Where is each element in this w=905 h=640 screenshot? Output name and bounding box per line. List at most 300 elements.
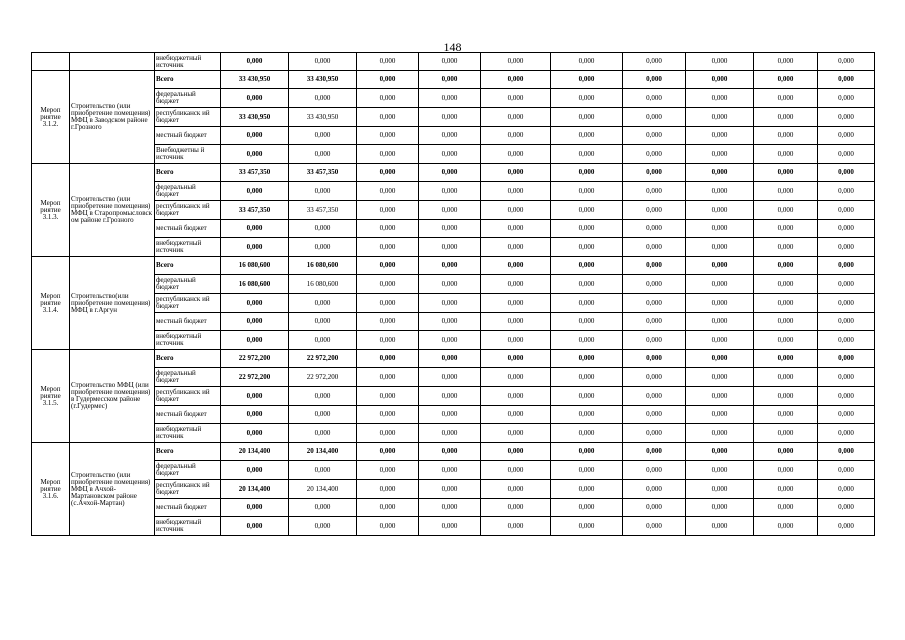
value-cell: 0,000: [754, 257, 818, 275]
value-cell: 0,000: [289, 294, 357, 313]
value-cell: 0,000: [623, 201, 686, 220]
value-cell: 0,000: [481, 53, 551, 71]
name-cell: [70, 53, 155, 71]
value-cell: 0,000: [623, 387, 686, 406]
value-cell: 0,000: [754, 461, 818, 480]
value-cell: 0,000: [481, 461, 551, 480]
table-row: [32, 108, 875, 127]
value-cell: 0,000: [754, 275, 818, 294]
value-cell: 0,000: [818, 127, 875, 145]
value-cell: 0,000: [818, 275, 875, 294]
value-cell: 0,000: [481, 182, 551, 201]
value-cell: 0,000: [481, 164, 551, 182]
value-cell: 0,000: [818, 443, 875, 461]
value-cell: 0,000: [686, 89, 754, 108]
value-cell: 0,000: [221, 53, 289, 71]
value-cell: 0,000: [419, 461, 481, 480]
value-cell: 0,000: [818, 350, 875, 368]
value-cell: 0,000: [221, 331, 289, 350]
value-cell: 0,000: [551, 127, 623, 145]
source-cell: республиканск ий бюджет: [155, 387, 221, 406]
source-cell: Всего: [155, 443, 221, 461]
value-cell: 0,000: [551, 182, 623, 201]
measure-cell: Мероп риятие 3.1.3.: [32, 164, 70, 257]
value-cell: 0,000: [686, 443, 754, 461]
value-cell: 0,000: [551, 517, 623, 536]
value-cell: 0,000: [289, 499, 357, 517]
source-cell: республиканск ий бюджет: [155, 108, 221, 127]
value-cell: 0,000: [686, 127, 754, 145]
value-cell: 0,000: [623, 499, 686, 517]
value-cell: 0,000: [481, 387, 551, 406]
value-cell: 0,000: [551, 145, 623, 164]
value-cell: 0,000: [686, 461, 754, 480]
value-cell: 0,000: [221, 424, 289, 443]
table-row: [32, 220, 875, 238]
value-cell: 0,000: [357, 387, 419, 406]
value-cell: 0,000: [551, 443, 623, 461]
value-cell: 0,000: [221, 461, 289, 480]
table-body: [32, 53, 875, 536]
value-cell: 0,000: [686, 331, 754, 350]
value-cell: 0,000: [623, 331, 686, 350]
table-row: [32, 499, 875, 517]
value-cell: 0,000: [419, 164, 481, 182]
value-cell: 0,000: [289, 424, 357, 443]
value-cell: 0,000: [419, 368, 481, 387]
value-cell: 0,000: [357, 257, 419, 275]
value-cell: 0,000: [357, 424, 419, 443]
value-cell: 0,000: [754, 238, 818, 257]
source-cell: внебюджетный источник: [155, 238, 221, 257]
value-cell: 0,000: [754, 517, 818, 536]
source-cell: республиканск ий бюджет: [155, 480, 221, 499]
source-cell: Внебюджетны й источник: [155, 145, 221, 164]
measure-cell: Мероп риятие 3.1.5.: [32, 350, 70, 443]
value-cell: 22 972,200: [221, 368, 289, 387]
value-cell: 0,000: [481, 368, 551, 387]
value-cell: 0,000: [818, 89, 875, 108]
value-cell: 0,000: [481, 89, 551, 108]
value-cell: 0,000: [289, 461, 357, 480]
value-cell: 0,000: [551, 257, 623, 275]
value-cell: 0,000: [419, 350, 481, 368]
value-cell: 0,000: [754, 53, 818, 71]
table-row: [32, 182, 875, 201]
value-cell: 0,000: [419, 275, 481, 294]
source-cell: местный бюджет: [155, 220, 221, 238]
value-cell: 0,000: [357, 294, 419, 313]
value-cell: 20 134,400: [289, 443, 357, 461]
value-cell: 0,000: [818, 238, 875, 257]
value-cell: 0,000: [754, 220, 818, 238]
value-cell: 0,000: [754, 443, 818, 461]
value-cell: 0,000: [754, 480, 818, 499]
value-cell: 0,000: [419, 443, 481, 461]
value-cell: 0,000: [289, 145, 357, 164]
value-cell: 0,000: [686, 387, 754, 406]
value-cell: 0,000: [623, 461, 686, 480]
value-cell: 0,000: [686, 164, 754, 182]
source-cell: федеральный бюджет: [155, 275, 221, 294]
value-cell: 0,000: [686, 313, 754, 331]
table-row: [32, 275, 875, 294]
source-cell: федеральный бюджет: [155, 461, 221, 480]
value-cell: 22 972,200: [289, 350, 357, 368]
source-cell: федеральный бюджет: [155, 89, 221, 108]
source-cell: федеральный бюджет: [155, 368, 221, 387]
source-cell: местный бюджет: [155, 313, 221, 331]
value-cell: 0,000: [686, 480, 754, 499]
value-cell: 0,000: [357, 480, 419, 499]
value-cell: 0,000: [686, 499, 754, 517]
source-cell: внебюджетный источник: [155, 331, 221, 350]
value-cell: 0,000: [818, 313, 875, 331]
value-cell: 0,000: [221, 238, 289, 257]
value-cell: 0,000: [481, 275, 551, 294]
value-cell: 0,000: [818, 406, 875, 424]
value-cell: 0,000: [623, 53, 686, 71]
value-cell: 0,000: [357, 331, 419, 350]
value-cell: 0,000: [419, 108, 481, 127]
value-cell: 0,000: [754, 182, 818, 201]
value-cell: 0,000: [551, 406, 623, 424]
value-cell: 0,000: [221, 294, 289, 313]
value-cell: 0,000: [686, 424, 754, 443]
value-cell: 0,000: [419, 201, 481, 220]
source-cell: местный бюджет: [155, 127, 221, 145]
measure-cell: [32, 53, 70, 71]
value-cell: 0,000: [686, 201, 754, 220]
value-cell: 20 134,400: [221, 443, 289, 461]
value-cell: 0,000: [481, 145, 551, 164]
value-cell: 0,000: [357, 53, 419, 71]
value-cell: 33 457,350: [221, 164, 289, 182]
table-row: [32, 350, 875, 368]
value-cell: 33 430,950: [289, 71, 357, 89]
measure-cell: Мероп риятие 3.1.2.: [32, 71, 70, 164]
value-cell: 0,000: [481, 108, 551, 127]
value-cell: 0,000: [623, 313, 686, 331]
value-cell: 0,000: [289, 331, 357, 350]
value-cell: 0,000: [221, 145, 289, 164]
value-cell: 0,000: [686, 182, 754, 201]
value-cell: 0,000: [623, 350, 686, 368]
value-cell: 0,000: [818, 108, 875, 127]
value-cell: 0,000: [481, 480, 551, 499]
table-row: [32, 424, 875, 443]
value-cell: 0,000: [419, 127, 481, 145]
value-cell: 0,000: [686, 108, 754, 127]
source-cell: республиканск ий бюджет: [155, 294, 221, 313]
value-cell: 0,000: [754, 350, 818, 368]
value-cell: 0,000: [686, 71, 754, 89]
value-cell: 0,000: [686, 517, 754, 536]
value-cell: 0,000: [357, 127, 419, 145]
value-cell: 0,000: [481, 443, 551, 461]
value-cell: 0,000: [754, 294, 818, 313]
value-cell: 0,000: [419, 424, 481, 443]
value-cell: 0,000: [357, 517, 419, 536]
value-cell: 0,000: [289, 182, 357, 201]
value-cell: 0,000: [419, 238, 481, 257]
table-row: [32, 294, 875, 313]
value-cell: 0,000: [481, 127, 551, 145]
source-cell: местный бюджет: [155, 406, 221, 424]
value-cell: 0,000: [623, 182, 686, 201]
value-cell: 0,000: [481, 313, 551, 331]
value-cell: 0,000: [754, 424, 818, 443]
value-cell: 0,000: [481, 331, 551, 350]
value-cell: 20 134,400: [221, 480, 289, 499]
value-cell: 0,000: [686, 53, 754, 71]
source-cell: внебюджетный источник: [155, 53, 221, 71]
value-cell: 0,000: [686, 350, 754, 368]
value-cell: 0,000: [221, 517, 289, 536]
value-cell: 0,000: [754, 71, 818, 89]
value-cell: 0,000: [818, 424, 875, 443]
table-row: [32, 368, 875, 387]
value-cell: 0,000: [754, 406, 818, 424]
name-cell: Строительство МФЦ (или приобретение помещения) в Гудермесском районе (г.Гудермес): [70, 350, 155, 443]
value-cell: 0,000: [551, 108, 623, 127]
value-cell: 0,000: [818, 517, 875, 536]
value-cell: 0,000: [357, 145, 419, 164]
value-cell: 0,000: [551, 368, 623, 387]
value-cell: 33 430,950: [221, 108, 289, 127]
value-cell: 0,000: [289, 127, 357, 145]
value-cell: 0,000: [357, 350, 419, 368]
value-cell: 0,000: [221, 220, 289, 238]
value-cell: 0,000: [481, 257, 551, 275]
value-cell: 16 080,600: [289, 257, 357, 275]
value-cell: 0,000: [357, 406, 419, 424]
value-cell: 0,000: [551, 313, 623, 331]
value-cell: 0,000: [551, 480, 623, 499]
value-cell: 0,000: [357, 164, 419, 182]
table-row: [32, 127, 875, 145]
value-cell: 0,000: [623, 238, 686, 257]
value-cell: 0,000: [818, 201, 875, 220]
value-cell: 0,000: [818, 387, 875, 406]
value-cell: 0,000: [623, 480, 686, 499]
value-cell: 0,000: [551, 461, 623, 480]
value-cell: 0,000: [481, 294, 551, 313]
table-row: [32, 257, 875, 275]
value-cell: 0,000: [623, 517, 686, 536]
value-cell: 0,000: [551, 275, 623, 294]
value-cell: 0,000: [551, 164, 623, 182]
value-cell: 0,000: [419, 313, 481, 331]
value-cell: 0,000: [686, 257, 754, 275]
value-cell: 0,000: [623, 443, 686, 461]
value-cell: 0,000: [754, 108, 818, 127]
value-cell: 0,000: [686, 406, 754, 424]
value-cell: 16 080,600: [221, 275, 289, 294]
table-row: [32, 164, 875, 182]
value-cell: 0,000: [818, 257, 875, 275]
value-cell: 0,000: [623, 71, 686, 89]
value-cell: 0,000: [551, 238, 623, 257]
value-cell: 0,000: [623, 406, 686, 424]
value-cell: 0,000: [686, 238, 754, 257]
value-cell: 22 972,200: [289, 368, 357, 387]
table-row: [32, 145, 875, 164]
table-row: [32, 387, 875, 406]
value-cell: 0,000: [686, 145, 754, 164]
value-cell: 0,000: [357, 368, 419, 387]
value-cell: 0,000: [481, 71, 551, 89]
value-cell: 0,000: [481, 424, 551, 443]
table-row: [32, 53, 875, 71]
value-cell: 0,000: [623, 220, 686, 238]
value-cell: 0,000: [357, 443, 419, 461]
value-cell: 0,000: [419, 517, 481, 536]
value-cell: 0,000: [551, 71, 623, 89]
name-cell: Строительство(или приобретение помещения) МФЦ в г.Аргун: [70, 257, 155, 350]
value-cell: 0,000: [623, 145, 686, 164]
value-cell: 0,000: [551, 331, 623, 350]
value-cell: 0,000: [754, 164, 818, 182]
source-cell: внебюджетный источник: [155, 424, 221, 443]
value-cell: 0,000: [754, 201, 818, 220]
value-cell: 22 972,200: [221, 350, 289, 368]
value-cell: 0,000: [481, 499, 551, 517]
value-cell: 0,000: [754, 368, 818, 387]
value-cell: 0,000: [818, 499, 875, 517]
table-row: [32, 480, 875, 499]
value-cell: 0,000: [818, 182, 875, 201]
table-row: [32, 71, 875, 89]
value-cell: 33 457,350: [289, 164, 357, 182]
value-cell: 0,000: [551, 424, 623, 443]
value-cell: 0,000: [754, 89, 818, 108]
source-cell: республиканск ий бюджет: [155, 201, 221, 220]
value-cell: 33 457,350: [289, 201, 357, 220]
value-cell: 0,000: [419, 145, 481, 164]
value-cell: 0,000: [357, 313, 419, 331]
value-cell: 0,000: [221, 127, 289, 145]
value-cell: 0,000: [623, 368, 686, 387]
value-cell: 0,000: [623, 275, 686, 294]
value-cell: 0,000: [481, 220, 551, 238]
value-cell: 0,000: [686, 368, 754, 387]
value-cell: 0,000: [221, 387, 289, 406]
value-cell: 0,000: [481, 350, 551, 368]
value-cell: 0,000: [481, 517, 551, 536]
value-cell: 0,000: [419, 480, 481, 499]
value-cell: 0,000: [221, 313, 289, 331]
table-row: [32, 331, 875, 350]
value-cell: 0,000: [221, 182, 289, 201]
value-cell: 0,000: [357, 201, 419, 220]
value-cell: 0,000: [289, 387, 357, 406]
value-cell: 0,000: [623, 108, 686, 127]
value-cell: 20 134,400: [289, 480, 357, 499]
table-row: [32, 238, 875, 257]
value-cell: 0,000: [623, 127, 686, 145]
value-cell: 0,000: [419, 71, 481, 89]
value-cell: 0,000: [818, 145, 875, 164]
value-cell: 0,000: [551, 53, 623, 71]
table-row: [32, 517, 875, 536]
source-cell: местный бюджет: [155, 499, 221, 517]
value-cell: 0,000: [357, 275, 419, 294]
value-cell: 0,000: [289, 406, 357, 424]
source-cell: Всего: [155, 257, 221, 275]
name-cell: Строительство (или приобретение помещения) МФЦ в Ачхой-Мартановском районе (с.Ачхой-Мартан): [70, 443, 155, 536]
value-cell: 0,000: [818, 331, 875, 350]
table-row: [32, 89, 875, 108]
value-cell: 0,000: [551, 89, 623, 108]
value-cell: 33 457,350: [221, 201, 289, 220]
value-cell: 33 430,950: [221, 71, 289, 89]
value-cell: 0,000: [419, 257, 481, 275]
value-cell: 0,000: [357, 220, 419, 238]
value-cell: 0,000: [419, 53, 481, 71]
value-cell: 0,000: [419, 294, 481, 313]
table-row: [32, 201, 875, 220]
value-cell: 0,000: [357, 461, 419, 480]
value-cell: 0,000: [818, 294, 875, 313]
value-cell: 0,000: [818, 480, 875, 499]
value-cell: 0,000: [818, 53, 875, 71]
value-cell: 0,000: [419, 499, 481, 517]
value-cell: 0,000: [289, 238, 357, 257]
value-cell: 0,000: [551, 387, 623, 406]
table-row: [32, 313, 875, 331]
value-cell: 0,000: [623, 89, 686, 108]
value-cell: 0,000: [686, 220, 754, 238]
value-cell: 0,000: [357, 499, 419, 517]
value-cell: 0,000: [289, 313, 357, 331]
value-cell: 0,000: [551, 350, 623, 368]
value-cell: 0,000: [686, 294, 754, 313]
value-cell: 0,000: [754, 313, 818, 331]
value-cell: 0,000: [221, 499, 289, 517]
value-cell: 33 430,950: [289, 108, 357, 127]
value-cell: 0,000: [419, 220, 481, 238]
source-cell: внебюджетный источник: [155, 517, 221, 536]
value-cell: 0,000: [754, 331, 818, 350]
source-cell: Всего: [155, 164, 221, 182]
value-cell: 0,000: [754, 387, 818, 406]
value-cell: 0,000: [289, 517, 357, 536]
value-cell: 0,000: [221, 406, 289, 424]
value-cell: 0,000: [289, 89, 357, 108]
name-cell: Строительство (или приобретение помещения) МФЦ в Заводском районе г.Грозного: [70, 71, 155, 164]
value-cell: 0,000: [419, 406, 481, 424]
value-cell: 0,000: [754, 499, 818, 517]
value-cell: 0,000: [551, 499, 623, 517]
source-cell: федеральный бюджет: [155, 182, 221, 201]
value-cell: 0,000: [623, 257, 686, 275]
value-cell: 0,000: [623, 164, 686, 182]
value-cell: 0,000: [221, 89, 289, 108]
table-row: [32, 406, 875, 424]
source-cell: Всего: [155, 71, 221, 89]
value-cell: 0,000: [754, 127, 818, 145]
value-cell: 0,000: [289, 220, 357, 238]
table-row: [32, 461, 875, 480]
value-cell: 0,000: [754, 145, 818, 164]
value-cell: 0,000: [551, 220, 623, 238]
measure-cell: Мероп риятие 3.1.6.: [32, 443, 70, 536]
page-number: 148: [443, 40, 462, 54]
financing-table: [31, 52, 875, 536]
value-cell: 0,000: [419, 89, 481, 108]
measure-cell: Мероп риятие 3.1.4.: [32, 257, 70, 350]
